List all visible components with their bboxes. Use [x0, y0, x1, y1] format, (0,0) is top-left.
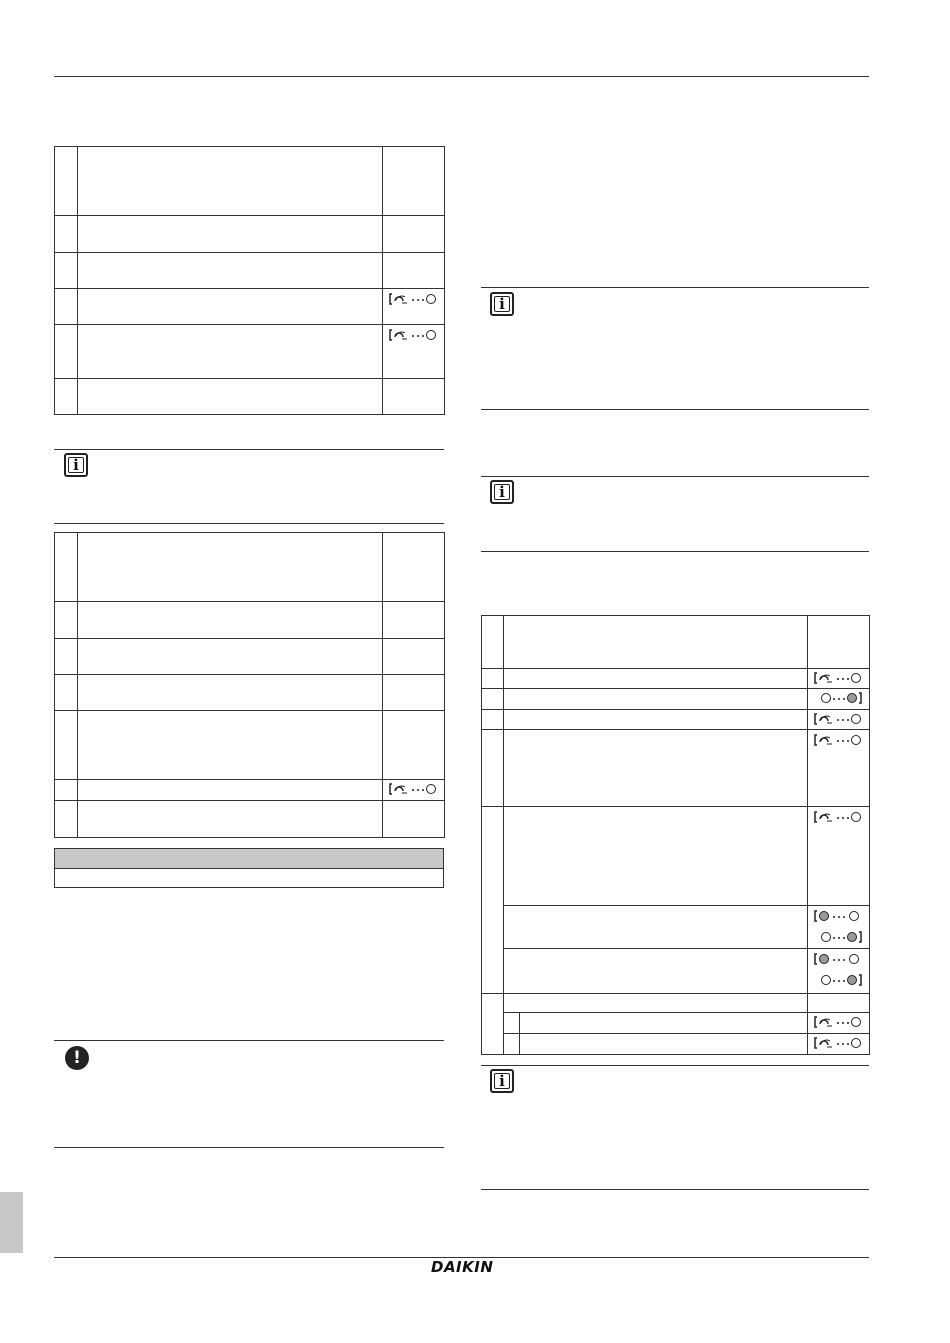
table-row [55, 147, 445, 216]
table-row [55, 533, 445, 602]
table-row [55, 289, 445, 325]
led-blink-off-icon [389, 782, 439, 796]
note-rule-top [481, 1065, 869, 1066]
table-row [482, 1013, 870, 1034]
table-row [482, 807, 870, 906]
table-row [482, 906, 870, 949]
table-row [482, 994, 870, 1013]
table-row [482, 616, 870, 669]
led-blink-off-icon [814, 1015, 864, 1029]
table-3-header [54, 848, 444, 869]
table-row [55, 639, 445, 675]
table-row [482, 710, 870, 730]
table-row [55, 711, 445, 780]
info-icon: i [64, 453, 88, 477]
info-icon: i [490, 480, 514, 504]
note-rule-top [481, 287, 869, 288]
info-icon: i [490, 292, 514, 316]
note-rule-bottom [481, 1189, 869, 1190]
table-row [482, 689, 870, 710]
note-rule-bottom [481, 551, 869, 552]
led-blink-off-icon [389, 292, 439, 306]
led-blink-off-icon [814, 1036, 864, 1050]
table-row [482, 1034, 870, 1055]
table-row [482, 949, 870, 994]
table-4 [481, 615, 870, 1055]
led-blink-off-icon [814, 810, 864, 824]
table-row [55, 253, 445, 289]
table-row [55, 216, 445, 253]
led-blink-off-icon [814, 712, 864, 726]
led-on-off-icon [814, 909, 864, 923]
led-blink-off-icon [389, 328, 439, 342]
table-1 [54, 146, 445, 415]
table-row [55, 602, 445, 639]
daikin-logo: DAIKIN [431, 1258, 494, 1276]
table-row [55, 379, 445, 415]
led-off-on-icon [814, 930, 864, 944]
led-off-on-icon [814, 973, 864, 987]
table-row [55, 801, 445, 838]
warning-icon: ! [65, 1046, 89, 1070]
table-2 [54, 532, 445, 838]
table-row [55, 675, 445, 711]
warning-rule-bottom [54, 1147, 444, 1148]
table-row [482, 669, 870, 689]
table-row [55, 780, 445, 801]
table-row [55, 325, 445, 379]
led-blink-off-icon [814, 733, 864, 747]
side-tab [0, 1192, 23, 1253]
note-rule-bottom [54, 523, 444, 524]
header-rule [54, 76, 869, 77]
table-3-row [54, 868, 444, 888]
note-rule-bottom [481, 409, 869, 410]
info-icon: i [490, 1069, 514, 1093]
warning-rule-top [54, 1040, 444, 1041]
led-off-on-icon [814, 691, 864, 705]
note-rule-top [54, 449, 444, 450]
note-rule-top [481, 476, 869, 477]
led-blink-off-icon [814, 671, 864, 685]
led-on-off-icon [814, 952, 864, 966]
table-row [482, 730, 870, 807]
